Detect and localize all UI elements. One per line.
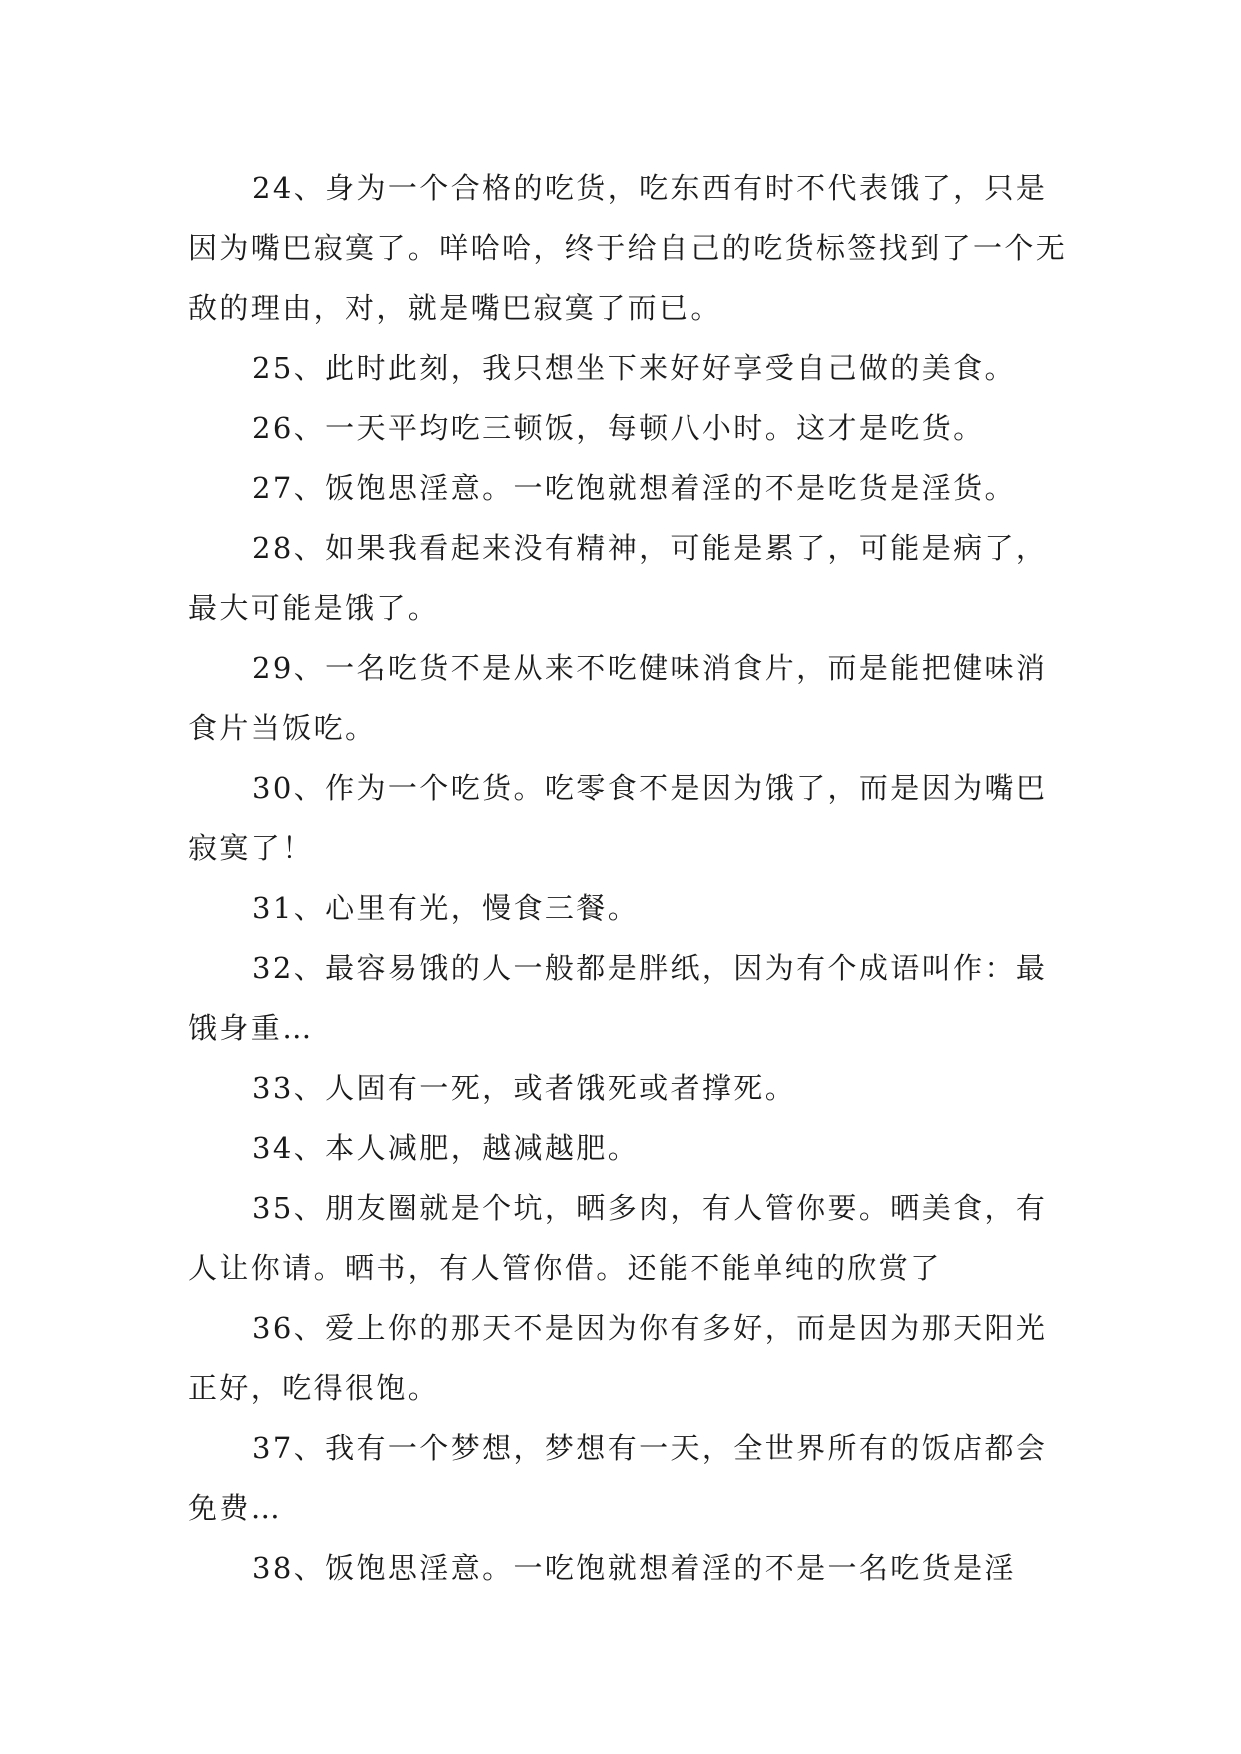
paragraph-30: 30、作为一个吃货。吃零食不是因为饿了，而是因为嘴巴寂寞了！ <box>188 771 1048 865</box>
paragraph-36: 36、爱上你的那天不是因为你有多好，而是因为那天阳光正好，吃得很饱。 <box>188 1311 1048 1405</box>
paragraph-35: 35、朋友圈就是个坑，晒多肉，有人管你要。晒美食，有人让你请。晒书，有人管你借。还能不能单纯的欣赏了 <box>188 1191 1048 1285</box>
paragraph-26: 26、一天平均吃三顿饭，每顿八小时。这才是吃货。 <box>252 411 985 445</box>
paragraph-32: 32、最容易饿的人一般都是胖纸，因为有个成语叫作：最饿身重… <box>188 951 1048 1045</box>
paragraph-37: 37、我有一个梦想，梦想有一天，全世界所有的饭店都会免费… <box>188 1431 1048 1525</box>
paragraph-25: 25、此时此刻，我只想坐下来好好享受自己做的美食。 <box>252 351 1016 385</box>
paragraph-33: 33、人固有一死，或者饿死或者撑死。 <box>252 1071 797 1105</box>
paragraph-27: 27、饭饱思淫意。一吃饱就想着淫的不是吃货是淫货。 <box>252 471 1016 505</box>
paragraph-38: 38、饭饱思淫意。一吃饱就想着淫的不是一名吃货是淫 <box>252 1551 1016 1585</box>
document-body <box>188 158 1068 1598</box>
paragraph-29: 29、一名吃货不是从来不吃健味消食片，而是能把健味消食片当饭吃。 <box>188 651 1048 745</box>
paragraph-34: 34、本人减肥，越减越肥。 <box>252 1131 640 1165</box>
paragraph-31: 31、心里有光，慢食三餐。 <box>252 891 640 925</box>
paragraph-24: 24、身为一个合格的吃货，吃东西有时不代表饿了，只是因为嘴巴寂寞了。咩哈哈，终于给自己的吃货标签找到了一个无敌的理由，对，就是嘴巴寂寞了而已。 <box>188 171 1068 325</box>
paragraph-28: 28、如果我看起来没有精神，可能是累了，可能是病了，最大可能是饿了。 <box>188 531 1048 625</box>
